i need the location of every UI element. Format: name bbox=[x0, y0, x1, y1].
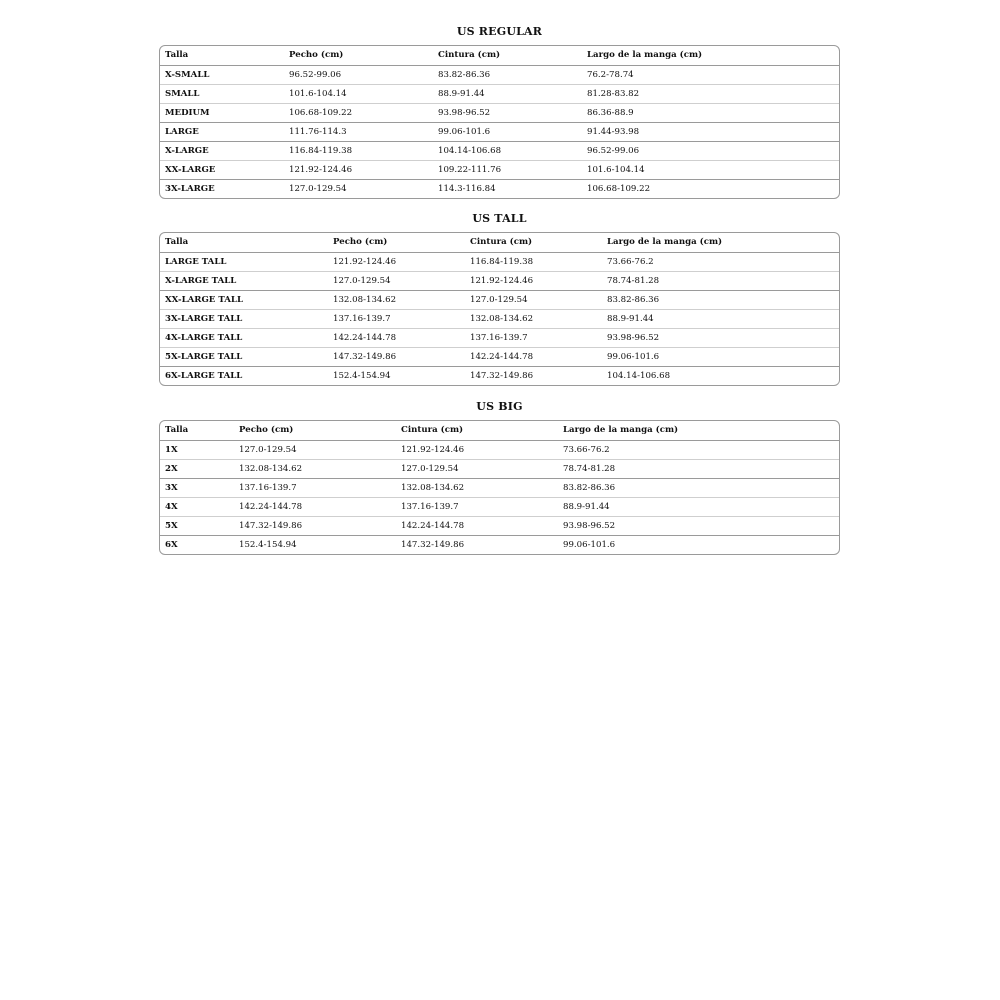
column-header-chest: Pecho (cm) bbox=[284, 46, 433, 65]
chest-cell: 137.16-139.7 bbox=[328, 309, 465, 328]
size-cell: 4X-LARGE TALL bbox=[160, 328, 328, 347]
column-header-size: Talla bbox=[160, 233, 328, 252]
waist-cell: 109.22-111.76 bbox=[433, 160, 582, 179]
chest-cell: 121.92-124.46 bbox=[333, 256, 397, 267]
chest-cell: 101.6-104.14 bbox=[284, 84, 433, 103]
table-title: US REGULAR bbox=[456, 25, 543, 38]
sleeve-cell: 83.82-86.36 bbox=[558, 478, 839, 497]
sleeve-cell: 81.28-83.82 bbox=[582, 84, 839, 103]
sleeve-cell: 76.2-78.74 bbox=[587, 69, 634, 80]
chest-cell: 142.24-144.78 bbox=[234, 497, 396, 516]
table-row bbox=[160, 122, 839, 141]
chest-cell: 142.24-144.78 bbox=[328, 328, 465, 347]
waist-cell: 127.0-129.54 bbox=[465, 290, 602, 309]
size-cell: LARGE bbox=[160, 122, 284, 141]
table-title: US TALL bbox=[472, 212, 527, 225]
column-header-chest: Pecho (cm) bbox=[234, 421, 396, 440]
chest-cell: 121.92-124.46 bbox=[284, 160, 433, 179]
waist-cell: 142.24-144.78 bbox=[396, 516, 558, 535]
waist-cell: 127.0-129.54 bbox=[396, 459, 558, 478]
column-header-sleeve: Largo de la manga (cm) bbox=[558, 421, 839, 440]
table-row bbox=[160, 497, 839, 516]
size-cell: SMALL bbox=[160, 84, 284, 103]
column-header-size: Talla bbox=[160, 46, 284, 65]
size-cell: X-LARGE TALL bbox=[160, 271, 328, 290]
chest-cell: 111.76-114.3 bbox=[284, 122, 433, 141]
waist-cell: 83.82-86.36 bbox=[438, 69, 491, 80]
table-frame bbox=[159, 420, 840, 555]
size-cell: 3X-LARGE bbox=[160, 179, 284, 198]
sleeve-cell: 106.68-109.22 bbox=[582, 179, 839, 198]
size-cell: X-SMALL bbox=[165, 69, 210, 80]
size-table bbox=[160, 46, 839, 198]
table-header-row bbox=[160, 233, 839, 252]
table-row bbox=[160, 65, 839, 84]
sleeve-cell: 99.06-101.6 bbox=[602, 347, 839, 366]
size-cell: LARGE TALL bbox=[165, 256, 227, 267]
table-frame bbox=[159, 45, 840, 199]
sleeve-cell: 96.52-99.06 bbox=[582, 141, 839, 160]
size-cell: 4X bbox=[160, 497, 234, 516]
chest-cell: 127.0-129.54 bbox=[239, 444, 297, 455]
column-header-size: Talla bbox=[160, 421, 234, 440]
chest-cell: 152.4-154.94 bbox=[234, 535, 396, 554]
table-row bbox=[160, 459, 839, 478]
table-title: US BIG bbox=[476, 400, 523, 413]
table-frame bbox=[159, 232, 840, 386]
sleeve-cell: 91.44-93.98 bbox=[582, 122, 839, 141]
size-table-us-tall bbox=[159, 212, 840, 386]
sleeve-cell: 93.98-96.52 bbox=[558, 516, 839, 535]
waist-cell: 132.08-134.62 bbox=[465, 309, 602, 328]
size-cell: X-LARGE bbox=[160, 141, 284, 160]
waist-cell: 99.06-101.6 bbox=[433, 122, 582, 141]
size-cell: XX-LARGE TALL bbox=[160, 290, 328, 309]
sleeve-cell: 86.36-88.9 bbox=[582, 103, 839, 122]
waist-cell: 137.16-139.7 bbox=[465, 328, 602, 347]
sleeve-cell: 101.6-104.14 bbox=[582, 160, 839, 179]
waist-cell: 121.92-124.46 bbox=[465, 271, 602, 290]
waist-cell: 147.32-149.86 bbox=[465, 366, 602, 385]
table-header-row bbox=[160, 46, 839, 65]
waist-cell: 104.14-106.68 bbox=[433, 141, 582, 160]
table-row bbox=[160, 516, 839, 535]
table-row bbox=[160, 290, 839, 309]
chest-cell: 137.16-139.7 bbox=[234, 478, 396, 497]
sleeve-cell: 73.66-76.2 bbox=[607, 256, 654, 267]
sleeve-cell: 88.9-91.44 bbox=[558, 497, 839, 516]
table-row bbox=[160, 179, 839, 198]
size-table-us-big bbox=[159, 400, 840, 555]
column-header-waist: Cintura (cm) bbox=[465, 233, 602, 252]
table-row bbox=[160, 271, 839, 290]
waist-cell: 137.16-139.7 bbox=[396, 497, 558, 516]
column-header-sleeve: Largo de la manga (cm) bbox=[582, 46, 839, 65]
table-row bbox=[160, 309, 839, 328]
sleeve-cell: 104.14-106.68 bbox=[602, 366, 839, 385]
size-table bbox=[160, 233, 839, 385]
waist-cell: 93.98-96.52 bbox=[433, 103, 582, 122]
table-row bbox=[160, 160, 839, 179]
table-row bbox=[160, 141, 839, 160]
size-cell: MEDIUM bbox=[160, 103, 284, 122]
table-row bbox=[160, 252, 839, 271]
waist-cell: 114.3-116.84 bbox=[433, 179, 582, 198]
column-header-waist: Cintura (cm) bbox=[396, 421, 558, 440]
chest-cell: 127.0-129.54 bbox=[328, 271, 465, 290]
table-row bbox=[160, 366, 839, 385]
size-cell: XX-LARGE bbox=[160, 160, 284, 179]
chest-cell: 116.84-119.38 bbox=[284, 141, 433, 160]
size-cell: 3X-LARGE TALL bbox=[160, 309, 328, 328]
chest-cell: 152.4-154.94 bbox=[328, 366, 465, 385]
chest-cell: 132.08-134.62 bbox=[234, 459, 396, 478]
table-row bbox=[160, 535, 839, 554]
waist-cell: 88.9-91.44 bbox=[433, 84, 582, 103]
sleeve-cell: 93.98-96.52 bbox=[602, 328, 839, 347]
column-header-chest: Pecho (cm) bbox=[328, 233, 465, 252]
waist-cell: 147.32-149.86 bbox=[396, 535, 558, 554]
chest-cell: 106.68-109.22 bbox=[284, 103, 433, 122]
table-header-row bbox=[160, 421, 839, 440]
sleeve-cell: 78.74-81.28 bbox=[558, 459, 839, 478]
column-header-waist: Cintura (cm) bbox=[433, 46, 582, 65]
sleeve-cell: 88.9-91.44 bbox=[602, 309, 839, 328]
table-row bbox=[160, 84, 839, 103]
size-table-us-regular bbox=[159, 25, 840, 199]
size-table bbox=[160, 421, 839, 554]
chest-cell: 147.32-149.86 bbox=[234, 516, 396, 535]
table-row bbox=[160, 478, 839, 497]
table-row bbox=[160, 328, 839, 347]
waist-cell: 132.08-134.62 bbox=[396, 478, 558, 497]
waist-cell: 142.24-144.78 bbox=[465, 347, 602, 366]
table-row bbox=[160, 440, 839, 459]
size-cell: 3X bbox=[160, 478, 234, 497]
chest-cell: 127.0-129.54 bbox=[284, 179, 433, 198]
chest-cell: 132.08-134.62 bbox=[328, 290, 465, 309]
chest-cell: 96.52-99.06 bbox=[289, 69, 342, 80]
size-cell: 6X-LARGE TALL bbox=[160, 366, 328, 385]
size-cell: 5X-LARGE TALL bbox=[160, 347, 328, 366]
waist-cell: 116.84-119.38 bbox=[470, 256, 534, 267]
waist-cell: 121.92-124.46 bbox=[401, 444, 465, 455]
size-cell: 6X bbox=[160, 535, 234, 554]
table-row bbox=[160, 347, 839, 366]
chest-cell: 147.32-149.86 bbox=[328, 347, 465, 366]
sleeve-cell: 78.74-81.28 bbox=[602, 271, 839, 290]
sleeve-cell: 83.82-86.36 bbox=[602, 290, 839, 309]
column-header-sleeve: Largo de la manga (cm) bbox=[602, 233, 839, 252]
size-cell: 5X bbox=[160, 516, 234, 535]
size-cell: 2X bbox=[160, 459, 234, 478]
sleeve-cell: 99.06-101.6 bbox=[558, 535, 839, 554]
table-row bbox=[160, 103, 839, 122]
size-cell: 1X bbox=[165, 444, 178, 455]
sleeve-cell: 73.66-76.2 bbox=[563, 444, 610, 455]
